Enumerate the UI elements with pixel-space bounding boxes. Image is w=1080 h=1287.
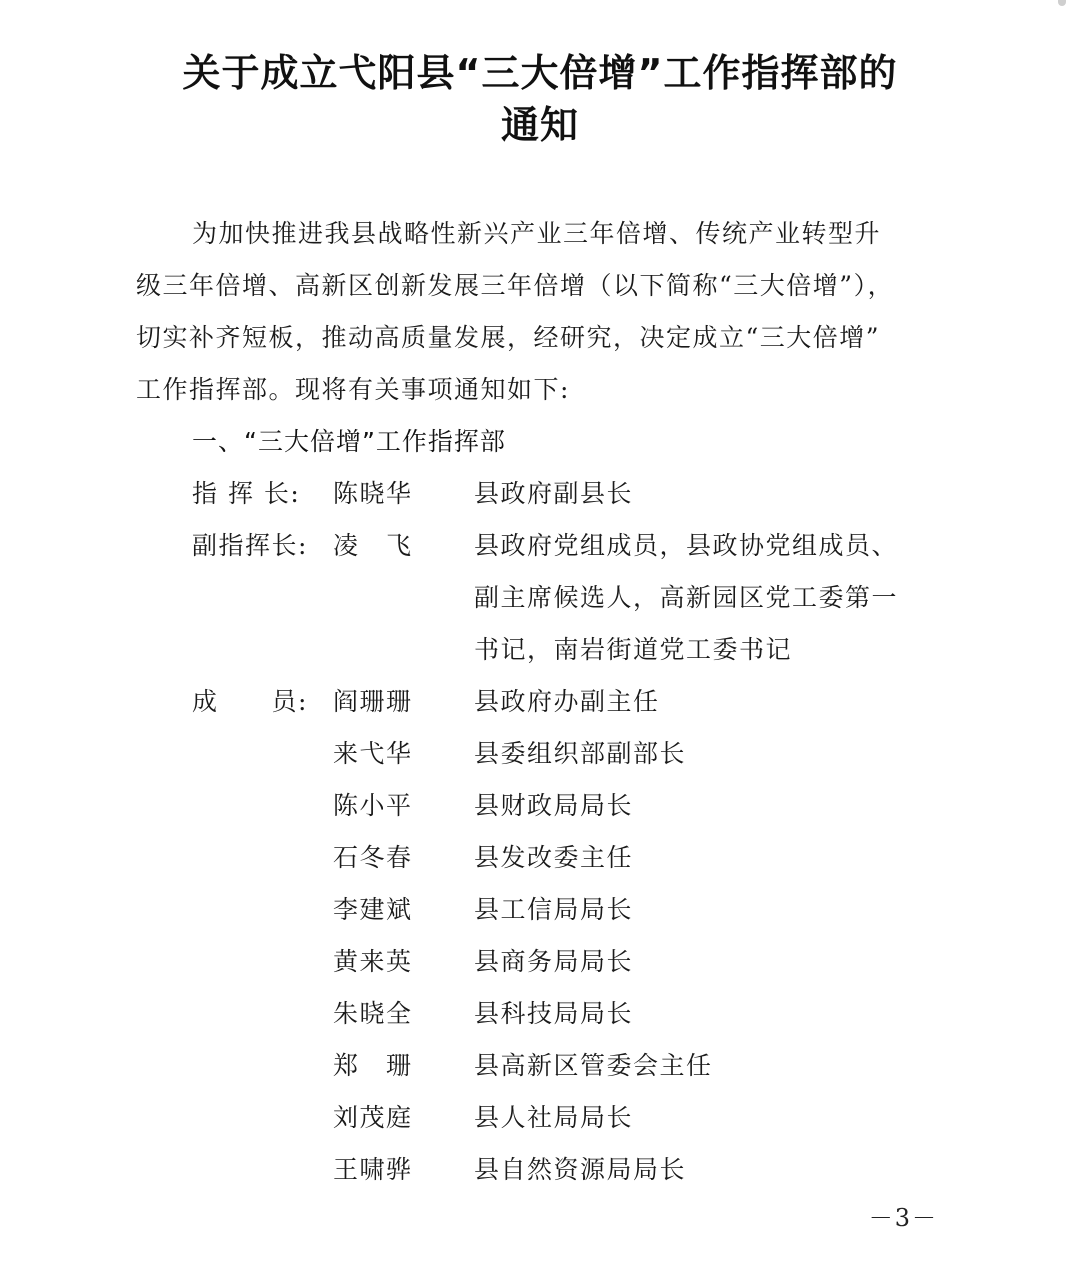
deputy-row [0,520,1080,572]
member-row [0,780,1080,832]
deputy-post-line-1: 县政府党组成员，县政协党组成员、 [474,531,899,560]
member-name: 来弋华 [333,739,413,768]
member-post: 县工信局局长 [474,895,634,924]
member-post: 县委组织部副部长 [474,739,687,768]
scroll-indicator[interactable] [1058,0,1066,6]
member-name: 陈小平 [333,791,413,820]
member-name: 石冬春 [333,843,413,872]
intro-line-4: 工作指挥部。现将有关事项通知如下: [136,375,570,404]
members-role: 成 员: [192,687,308,716]
member-row [0,988,1080,1040]
member-name: 郑 珊 [333,1051,413,1080]
section-heading: 一、“三大倍增”工作指挥部 [192,427,506,456]
intro-line-1: 为加快推进我县战略性新兴产业三年倍增、传统产业转型升 [192,219,882,248]
member-post: 县高新区管委会主任 [474,1051,713,1080]
deputy-role: 副指挥长: [192,531,308,560]
intro-line-3: 切实补齐短板，推动高质量发展，经研究，决定成立“三大倍增” [136,323,881,352]
member-post: 县自然资源局局长 [474,1155,687,1184]
member-row [0,884,1080,936]
member-post: 县发改委主任 [474,843,634,872]
commander-post: 县政府副县长 [474,479,634,508]
member-name: 李建斌 [333,895,413,924]
member-post: 县政府办副主任 [474,687,660,716]
member-row [0,1092,1080,1144]
member-row [0,676,1080,728]
member-row [0,728,1080,780]
member-post: 县人社局局长 [474,1103,634,1132]
deputy-post-line-3: 书记，南岩街道党工委书记 [474,635,793,664]
document-title-line-2: 通知 [500,103,579,147]
page-number: －3－ [868,1204,938,1232]
document-title-line-1: 关于成立弋阳县“三大倍增”工作指挥部的 [182,51,898,95]
commander-role: 指 挥 长: [192,479,301,508]
member-row [0,1144,1080,1196]
member-row [0,832,1080,884]
member-name: 黄来英 [333,947,413,976]
member-name: 王啸骅 [333,1155,413,1184]
member-post: 县商务局局长 [474,947,634,976]
member-name: 刘茂庭 [333,1103,413,1132]
deputy-post-line-2: 副主席候选人，高新园区党工委第一 [474,583,899,612]
member-post: 县科技局局长 [474,999,634,1028]
commander-name: 陈晓华 [333,479,413,508]
member-row [0,1040,1080,1092]
member-row [0,936,1080,988]
intro-line-2: 级三年倍增、高新区创新发展三年倍增（以下简称“三大倍增”）， [136,271,895,300]
commander-row [0,468,1080,520]
deputy-name: 凌 飞 [333,531,413,560]
member-post: 县财政局局长 [474,791,634,820]
member-name: 阎珊珊 [333,687,413,716]
member-name: 朱晓全 [333,999,413,1028]
